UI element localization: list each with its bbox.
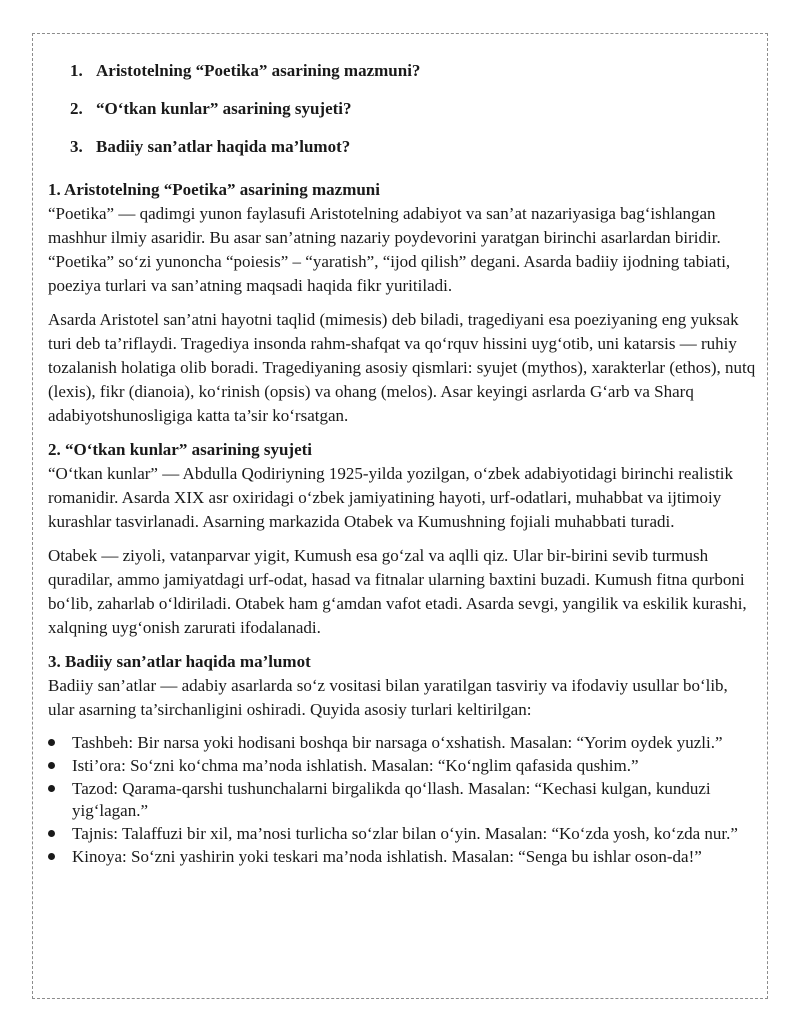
question-number: 1.: [70, 61, 83, 80]
list-item: Isti’ora: So‘zni ko‘chma ma’noda ishlatish. Masalan: “Ko‘nglim qafasida qushim.”: [48, 755, 758, 777]
bullet-icon: [48, 785, 55, 792]
question-number: 3.: [70, 137, 83, 156]
section-poetika: [48, 178, 758, 428]
bullet-icon: [48, 762, 55, 769]
bullet-icon: [48, 853, 55, 860]
list-item: Tazod: Qarama-qarshi tushunchalarni birgalikda qo‘llash. Masalan: “Kechasi kulgan, kunduzi yig‘lagan.”: [48, 778, 758, 822]
paragraph: Badiiy san’atlar — adabiy asarlarda so‘z vositasi bilan yaratilgan tasviriy va ifodaviy usullar bo‘lib, ular asarning ta’sirchanligini oshiradi. Quyida asosiy turlari keltirilgan:: [48, 676, 728, 719]
section-heading: 1. Aristotelning “Poetika” asarining mazmuni: [48, 180, 380, 199]
question-list: [70, 58, 758, 160]
question-item: [70, 58, 758, 84]
question-text: Badiiy san’atlar haqida ma’lumot?: [96, 137, 351, 156]
list-item: Tajnis: Talaffuzi bir xil, ma’nosi turlicha so‘zlar bilan o‘yin. Masalan: “Ko‘zda yosh, ko‘zda nur.”: [48, 823, 758, 845]
question-text: “O‘tkan kunlar” asarining syujeti?: [96, 99, 352, 118]
list-item: Tashbeh: Bir narsa yoki hodisani boshqa bir narsaga o‘xshatish. Masalan: “Yorim oydek yuzli.”: [48, 732, 758, 754]
paragraph: “Poetika” — qadimgi yunon faylasufi Aristotelning adabiyot va san’at nazariyasiga bag‘ishlangan mashhur ilmiy asaridir. Bu asar san’atning nazariy poydevorini yaratgan birinchi asarlardan biridir. “Poetika” so‘zi yunoncha “poiesis” – “yaratish”, “ijod qilish” degani. Asarda badiiy ijodning tabiati, poeziya turlari va san’atning maqsadi haqida fikr yuritiladi.: [48, 204, 731, 295]
section-heading: 2. “O‘tkan kunlar” asarining syujeti: [48, 440, 313, 459]
section-heading: 3. Badiiy san’atlar haqida ma’lumot: [48, 652, 311, 671]
question-item: [70, 134, 758, 160]
section-badiiy-sanatlar: [48, 650, 758, 868]
question-item: [70, 96, 758, 122]
question-number: 2.: [70, 99, 83, 118]
section-otkan-kunlar: [48, 438, 758, 640]
paragraph: Otabek — ziyoli, vatanparvar yigit, Kumush esa go‘zal va aqlli qiz. Ular bir-birini sevib turmush quradilar, ammo jamiyatdagi urf-odat, hasad va fitnalar ularning baxtini buzadi. Kumush fitna qurboni bo‘lib, zaharlab o‘ldiriladi. Otabek ham g‘amdan vafot etadi. Asarda sevgi, yangilik va eskilik kurashi, xalqning uyg‘onish zarurati ifodalanadi.: [48, 546, 747, 637]
figure-of-speech-list: [48, 732, 758, 868]
bullet-icon: [48, 830, 55, 837]
paragraph: “O‘tkan kunlar” — Abdulla Qodiriyning 1925-yilda yozilgan, o‘zbek adabiyotidagi birinchi realistik romanidir. Asarda XIX asr oxiridagi o‘zbek jamiyatining hayoti, urf-odatlari, muhabbat va ijtimoiy kurashlar tasvirlanadi. Asarning markazida Otabek va Kumushning fojiali muhabbati turadi.: [48, 464, 734, 531]
paragraph: Asarda Aristotel san’atni hayotni taqlid (mimesis) deb biladi, tragediyani esa poeziyaning eng yuksak turi deb ta’riflaydi. Tragediya insonda rahm-shafqat va qo‘rquv hissini uyg‘otib, uni katarsis — ruhiy tozalanish holatiga olib boradi. Tragediyaning asosiy qismlari: syujet (mythos), xarakterlar (ethos), nutq (lexis), fikr (dianoia), ko‘rinish (opsis) va ohang (melos). Asar keyingi asrlarda G‘arb va Sharq adabiyotshunosligiga katta ta’sir ko‘rsatgan.: [48, 310, 756, 425]
list-item: Kinoya: So‘zni yashirin yoki teskari ma’noda ishlatish. Masalan: “Senga bu ishlar oson-da!”: [48, 846, 758, 868]
document-content: [48, 58, 758, 869]
question-text: Aristotelning “Poetika” asarining mazmuni?: [96, 61, 421, 80]
bullet-icon: [48, 739, 55, 746]
